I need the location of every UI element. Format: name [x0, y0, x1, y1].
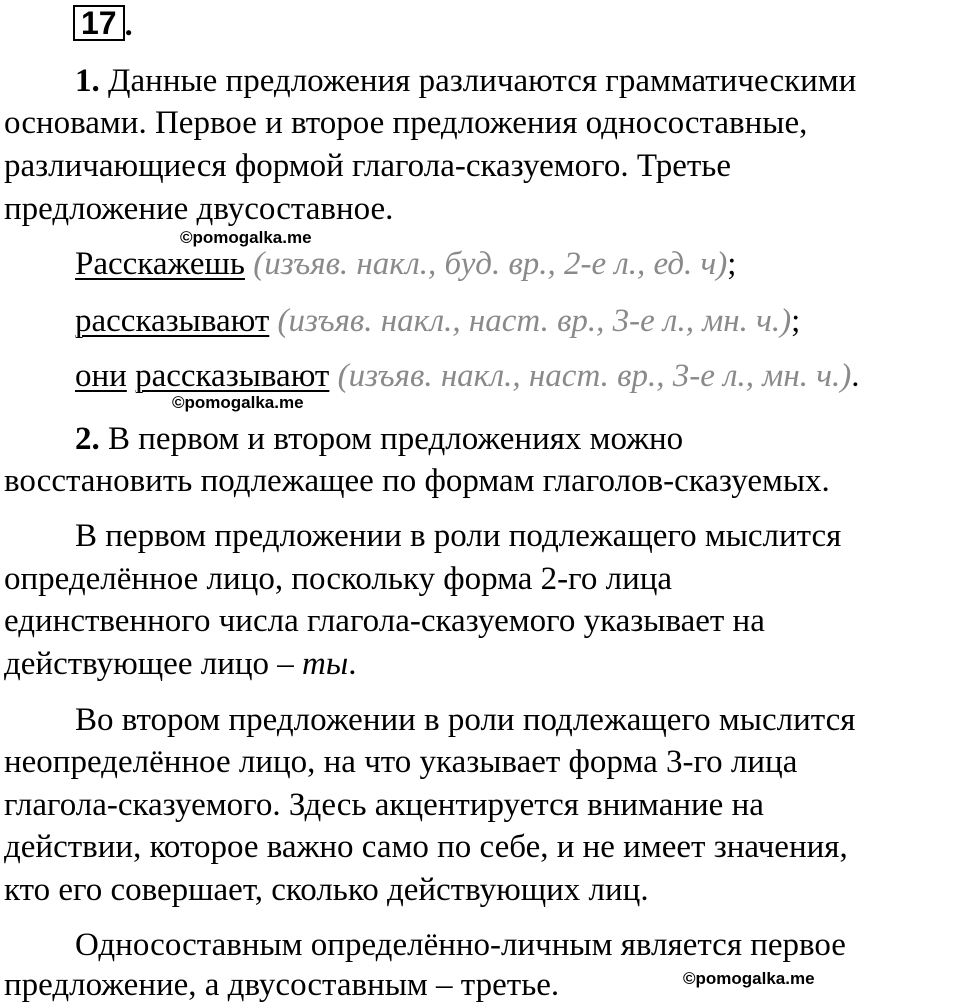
- para5-line-1: Односоставным определённо-личным является первое: [75, 927, 846, 963]
- example-1-end: ;: [727, 246, 737, 282]
- para4-line-5: кто его совершает, сколько действующих лиц.: [4, 872, 649, 908]
- task-number: [73, 6, 133, 40]
- para3-line-4: [4, 643, 959, 685]
- task-number-box: 17: [73, 5, 125, 41]
- example-1-note: (изъяв. накл., буд. вр., 2-е л., ед. ч): [253, 246, 728, 282]
- example-2-end: ;: [791, 303, 801, 339]
- task-number-dot: .: [124, 6, 133, 42]
- part2-label: 2.: [75, 421, 100, 457]
- para4-line-3: глагола-сказуемого. Здесь акцентируется внимание на: [4, 787, 764, 823]
- example-row-3: [4, 355, 959, 397]
- watermark: ©pomogalka.me: [172, 393, 304, 412]
- part2-line-2: восстановить подлежащее по формам глаголов-сказуемых.: [4, 463, 830, 499]
- example-2-note: (изъяв. накл., наст. вр., 3-е л., мн. ч.): [277, 303, 792, 339]
- para4-line-1: Во втором предложении в роли подлежащего мыслится: [75, 702, 856, 738]
- para4-line-4: действии, которое важно само по себе, и не имеет значения,: [4, 829, 848, 865]
- watermark: ©pomogalka.me: [683, 969, 815, 988]
- para3-line-1: В первом предложении в роли подлежащего мыслится: [75, 518, 842, 554]
- para5-line-2: предложение, а двусоставным – третье.: [4, 967, 560, 1003]
- para3-line-3: единственного числа глагола-сказуемого указывает на: [4, 603, 765, 639]
- para4-line-2: неопределённое лицо, на что указывает форма 3-го лица: [4, 744, 798, 780]
- example-row-1: [4, 243, 959, 285]
- part2-text-1: В первом и втором предложениях можно: [108, 421, 684, 457]
- watermark: ©pomogalka.me: [180, 228, 312, 247]
- para3-last-end: .: [348, 646, 357, 682]
- example-1-predicate: Расскажешь: [75, 246, 245, 282]
- para3-last-italic: ты: [302, 646, 349, 682]
- part1-line-2: основами. Первое и второе предложения односоставные,: [4, 105, 808, 141]
- example-3-subject: они: [75, 358, 127, 394]
- part1-text-1: Данные предложения различаются грамматическими: [108, 63, 857, 99]
- para3-line-2: определённое лицо, поскольку форма 2-го лица: [4, 561, 673, 597]
- part1-label: 1.: [75, 63, 100, 99]
- example-row-2: [4, 300, 959, 342]
- example-2-predicate: рассказывают: [75, 303, 270, 339]
- part1-line-4: предложение двусоставное.: [4, 191, 394, 227]
- example-3-end: .: [851, 358, 860, 394]
- para3-last-prefix: действующее лицо –: [4, 646, 303, 682]
- example-3-predicate: рассказывают: [135, 358, 330, 394]
- part1-line-3: различающиеся формой глагола-сказуемого. Третье: [4, 148, 731, 184]
- part1-line-1: [4, 60, 959, 102]
- part2-line-1: [4, 418, 959, 460]
- example-3-note: (изъяв. накл., наст. вр., 3-е л., мн. ч.): [337, 358, 852, 394]
